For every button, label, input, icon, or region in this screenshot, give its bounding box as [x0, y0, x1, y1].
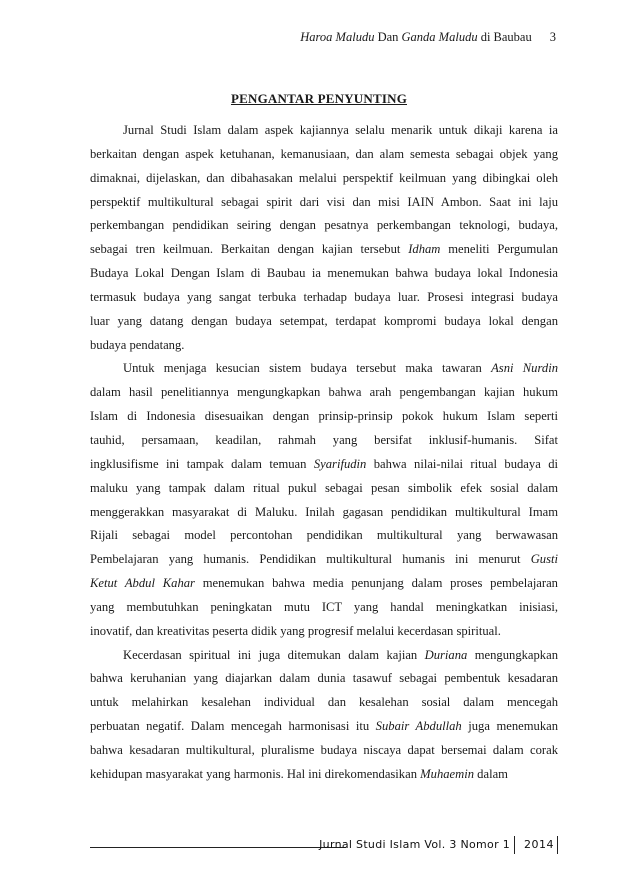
text-segment: bahwa kesadaran multikultural, pluralisme budaya niscaya dapat bersemai dalam corak: [90, 742, 558, 757]
text-segment: inovatif, dan kreativitas peserta didik yang progresif melalui kecerdasan spiritual.: [90, 623, 501, 638]
text-line: [90, 453, 558, 477]
text-line: [90, 596, 558, 620]
header-title-part-2: Dan: [374, 30, 402, 44]
text-line: [90, 572, 558, 596]
text-line: [90, 334, 558, 358]
text-line: [90, 119, 558, 143]
author-name: Subair Abdullah: [375, 719, 462, 734]
text-line: [90, 644, 558, 668]
text-line: [90, 357, 558, 381]
text-segment: mengungkapkan: [467, 647, 558, 662]
text-line: [90, 238, 558, 262]
text-line: [90, 143, 558, 167]
text-segment: luar yang datang dengan budaya setempat, terdapat kompromi budaya lokal dengan: [90, 313, 558, 328]
text-line: [90, 477, 558, 501]
text-segment: perbuatan negatif. Dalam mencegah harmonisasi itu: [90, 719, 376, 734]
text-line: [90, 191, 558, 215]
text-segment: perkembangan pendidikan seiring dengan pesatnya perkembangan teknologi, budaya,: [90, 218, 558, 233]
author-name: Muhaemin: [420, 766, 475, 781]
text-segment: Budaya Lokal Dengan Islam di Baubau ia menemukan bahwa budaya lokal Indonesia: [90, 266, 558, 281]
footer-year: 2014: [524, 838, 554, 851]
text-segment: Jurnal Studi Islam dalam aspek kajiannya selalu menarik untuk dikaji karena ia: [123, 123, 558, 137]
page-number: 3: [549, 30, 556, 44]
text-segment: kehidupan masyarakat yang harmonis. Hal ini direkomendasikan: [90, 766, 421, 781]
page-footer: [90, 836, 558, 858]
footer-divider: [514, 836, 515, 854]
text-line: [90, 310, 558, 334]
text-segment: Islam di Indonesia disesuaikan dengan prinsip-prinsip pokok hukum Islam seperti: [90, 409, 558, 424]
text-segment: ingklusifisme ini tampak dalam temuan: [90, 456, 314, 471]
text-segment: Kecerdasan spiritual ini juga ditemukan dalam kajian: [123, 647, 425, 662]
text-segment: berkaitan dengan aspek ketuhanan, kemanusiaan, dan alam semesta sebagai objek yang: [90, 146, 558, 161]
text-segment: Rijali sebagai model percontohan pendidikan multikultural yang berwawasan: [90, 528, 558, 543]
text-line: [90, 548, 558, 572]
text-segment: bahwa keruhanian yang diajarkan dalam dunia tasawuf sebagai pembentuk kesadaran: [90, 671, 558, 686]
text-line: [90, 501, 558, 525]
text-segment: juga menemukan: [461, 719, 558, 734]
author-name: Duriana: [424, 647, 468, 662]
text-line: [90, 381, 558, 405]
header-title-part-1: Haroa Maludu: [300, 30, 375, 44]
text-segment: perspektif multikultural sebagai spirit dari visi dan misi IAIN Ambon. Saat ini laju: [90, 194, 558, 209]
text-line: [90, 763, 558, 787]
text-segment: Pembelajaran yang humanis. Pendidikan multikultural humanis ini menurut: [90, 552, 531, 567]
text-line: [90, 524, 558, 548]
text-segment: yang membutuhkan peningkatan mutu ICT yang handal meningkatkan inisiasi,: [90, 599, 558, 614]
text-segment: dalam hasil penelitiannya mengungkapkan bahwa arah pengembangan kajian hukum: [90, 385, 558, 400]
text-line: [90, 286, 558, 310]
text-line: [90, 739, 558, 763]
header-title-part-3: Ganda Maludu: [401, 30, 478, 44]
text-segment: menggerakkan masyarakat di Maluku. Inilah gagasan pendidikan multikultural Imam: [90, 504, 558, 519]
body-text: [90, 119, 558, 787]
text-line: [90, 429, 558, 453]
text-segment: sebagai tren keilmuan. Berkaitan dengan kajian tersebut: [90, 242, 409, 257]
text-segment: maluku yang tampak dalam ritual pukul sebagai pesan simbolik efek sosial dalam: [90, 480, 558, 495]
footer-journal-name: Jurnal Studi Islam Vol. 3 Nomor 1: [319, 838, 510, 851]
text-segment: budaya pendatang.: [90, 337, 185, 352]
running-header: [90, 30, 556, 50]
text-line: [90, 167, 558, 191]
text-line: [90, 405, 558, 429]
text-segment: untuk melahirkan kesalehan individual dan kesalehan sosial dalam mencegah: [90, 695, 558, 710]
text-segment: Untuk menjaga kesucian sistem budaya tersebut maka tawaran: [123, 361, 492, 376]
text-segment: dalam: [474, 766, 508, 781]
footer-rule: [90, 847, 346, 848]
text-line: [90, 262, 558, 286]
text-segment: meneliti Pergumulan: [440, 242, 558, 257]
author-name: Asni Nurdin: [491, 361, 558, 376]
text-line: [90, 214, 558, 238]
author-name: Idham: [408, 242, 441, 257]
text-segment: termasuk budaya yang sangat terbuka terhadap budaya luar. Prosesi integrasi budaya: [90, 289, 558, 304]
author-name: Ketut Abdul Kahar: [90, 576, 195, 591]
text-line: [90, 715, 558, 739]
text-line: [90, 667, 558, 691]
author-name: Syarifudin: [313, 456, 367, 471]
footer-divider-end: [557, 836, 558, 854]
text-segment: bahwa nilai-nilai ritual budaya di: [366, 456, 558, 471]
section-heading: PENGANTAR PENYUNTING: [230, 91, 407, 106]
text-line: [90, 620, 558, 644]
text-segment: dimaknai, dijelaskan, dan dibahasakan melalui perspektif keilmuan yang dibingkai oleh: [90, 170, 558, 185]
header-title-part-4: di Baubau: [477, 30, 532, 44]
text-segment: tauhid, persamaan, keadilan, rahmah yang bersifat inklusif-humanis. Sifat: [90, 432, 558, 447]
author-name: Gusti: [530, 552, 558, 567]
text-segment: menemukan bahwa media penunjang dalam proses pembelajaran: [194, 576, 558, 591]
text-line: [90, 691, 558, 715]
